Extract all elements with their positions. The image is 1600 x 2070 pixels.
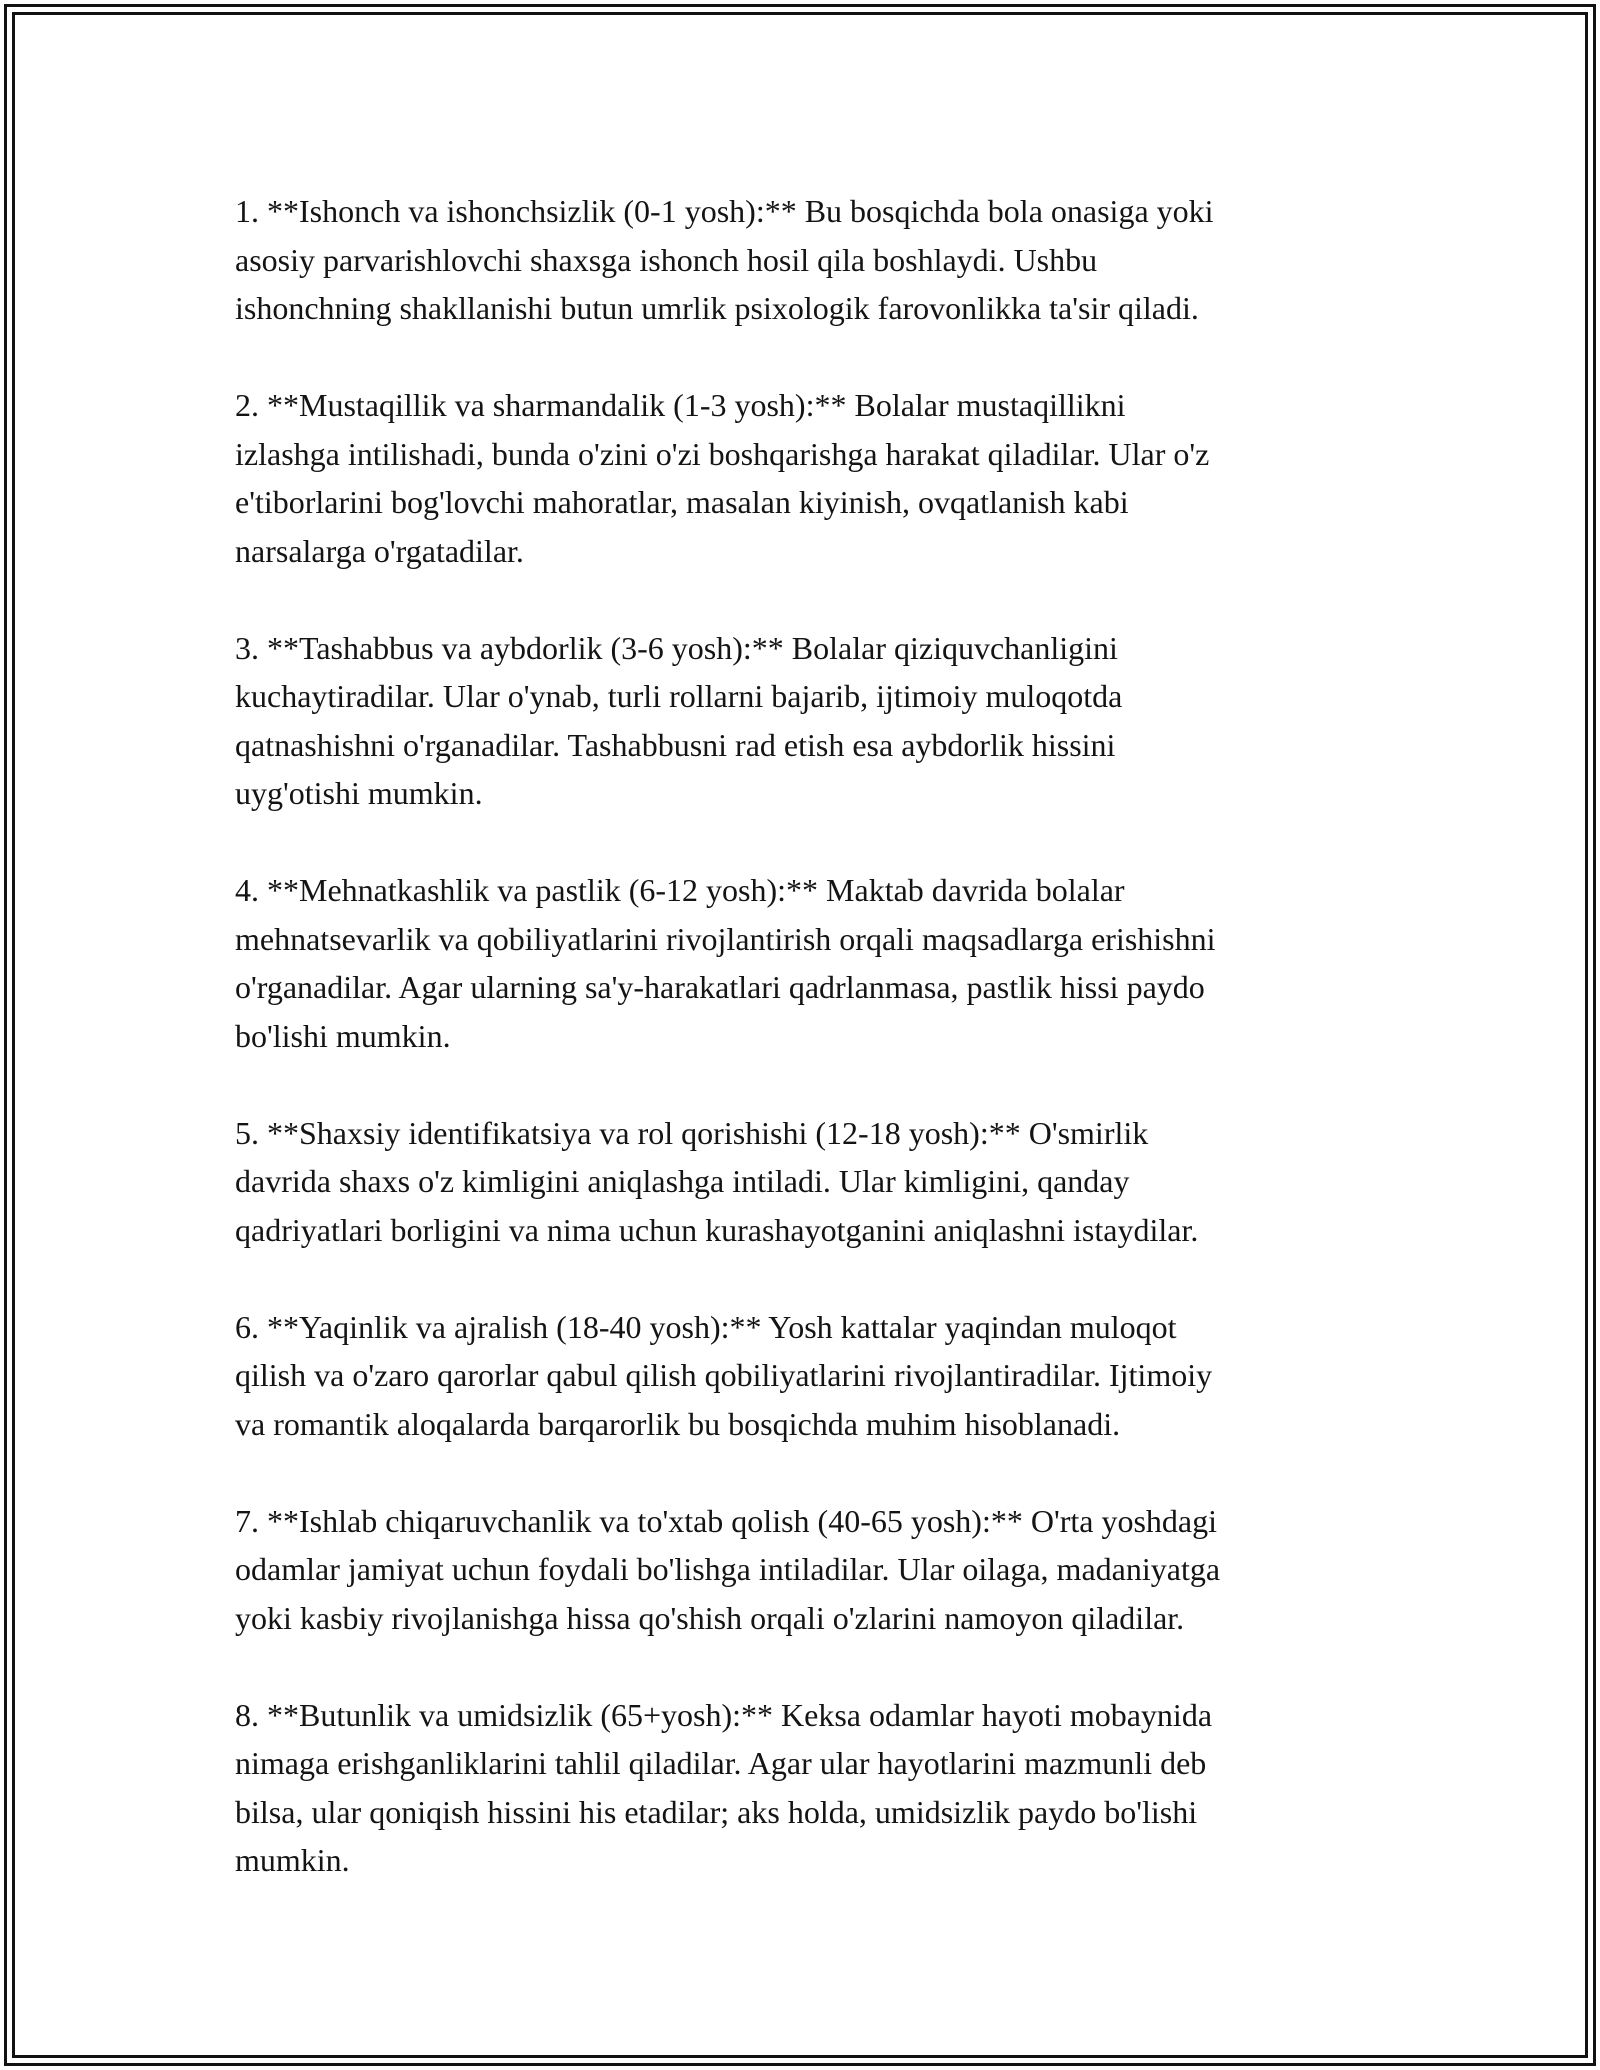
text-line: va romantik aloqalarda barqarorlik bu bosqichda muhim hisoblanadi. bbox=[235, 1405, 1121, 1442]
text-line: qatnashishni o'rganadilar. Tashabbusni rad etish esa aybdorlik hissini bbox=[235, 726, 1116, 763]
text-line: e'tiborlarini bog'lovchi mahoratlar, masalan kiyinish, ovqatlanish kabi bbox=[235, 484, 1129, 520]
text-line: mumkin. bbox=[235, 1842, 350, 1878]
text-line: mehnatsevarlik va qobiliyatlarini rivojlantirish orqali maqsadlarga erishishni bbox=[235, 920, 1216, 957]
text-line: asosiy parvarishlovchi shaxsga ishonch hosil qila boshlaydi. Ushbu bbox=[235, 241, 1098, 278]
text-line: 1. **Ishonch va ishonchsizlik (0-1 yosh):** Bu bosqichda bola onasiga yoki bbox=[235, 193, 1214, 229]
text-line: ishonchning shakllanishi butun umrlik psixologik farovonlikka ta'sir qiladi. bbox=[235, 290, 1199, 326]
text-line: uyg'otishi mumkin. bbox=[235, 775, 483, 811]
text-line: davrida shaxs o'z kimligini aniqlashga intiladi. Ular kimligini, qanday bbox=[235, 1163, 1130, 1199]
stage-paragraph-4 bbox=[235, 866, 1435, 1060]
document-body bbox=[235, 187, 1435, 1885]
text-line: 2. **Mustaqillik va sharmandalik (1-3 yosh):** Bolalar mustaqillikni bbox=[235, 387, 1126, 423]
text-line: 3. **Tashabbus va aybdorlik (3-6 yosh):** Bolalar qiziquvchanligini bbox=[235, 629, 1118, 666]
stage-paragraph-6 bbox=[235, 1303, 1435, 1449]
text-line: nimaga erishganliklarini tahlil qiladilar. Agar ular hayotlarini mazmunli deb bbox=[235, 1745, 1207, 1781]
text-line: qadriyatlari borligini va nima uchun kurashayotganini aniqlashni istaydilar. bbox=[235, 1211, 1199, 1248]
text-line: odamlar jamiyat uchun foydali bo'lishga intiladilar. Ular oilaga, madaniyatga bbox=[235, 1551, 1221, 1587]
text-line: izlashga intilishadi, bunda o'zini o'zi boshqarishga harakat qiladilar. Ular o'z bbox=[235, 435, 1210, 472]
stage-paragraph-2 bbox=[235, 381, 1435, 575]
text-line: narsalarga o'rgatadilar. bbox=[235, 532, 524, 569]
stage-paragraph-1 bbox=[235, 187, 1435, 333]
text-line: bo'lishi mumkin. bbox=[235, 1017, 451, 1054]
text-line: yoki kasbiy rivojlanishga hissa qo'shish orqali o'zlarini namoyon qiladilar. bbox=[235, 1599, 1185, 1636]
stage-paragraph-5 bbox=[235, 1109, 1435, 1255]
stage-paragraph-7 bbox=[235, 1497, 1435, 1643]
text-line: 4. **Mehnatkashlik va pastlik (6-12 yosh):** Maktab davrida bolalar bbox=[235, 872, 1125, 908]
stage-paragraph-3 bbox=[235, 624, 1435, 818]
text-line: o'rganadilar. Agar ularning sa'y-harakatlari qadrlanmasa, pastlik hissi paydo bbox=[235, 969, 1205, 1005]
text-line: 5. **Shaxsiy identifikatsiya va rol qorishishi (12-18 yosh):** O'smirlik bbox=[235, 1114, 1149, 1151]
text-line: bilsa, ular qoniqish hissini his etadilar; aks holda, umidsizlik paydo bo'lishi bbox=[235, 1793, 1198, 1830]
stage-paragraph-8 bbox=[235, 1691, 1435, 1885]
text-line: 8. **Butunlik va umidsizlik (65+yosh):** Keksa odamlar hayoti mobaynida bbox=[235, 1696, 1213, 1733]
text-line: kuchaytiradilar. Ular o'ynab, turli rollarni bajarib, ijtimoiy muloqotda bbox=[235, 678, 1123, 714]
text-line: 7. **Ishlab chiqaruvchanlik va to'xtab qolish (40-65 yosh):** O'rta yoshdagi bbox=[235, 1502, 1218, 1539]
text-line: 6. **Yaqinlik va ajralish (18-40 yosh):** Yosh kattalar yaqindan muloqot bbox=[235, 1308, 1177, 1345]
text-line: qilish va o'zaro qarorlar qabul qilish qobiliyatlarini rivojlantiradilar. Ijtimoiy bbox=[235, 1357, 1213, 1393]
